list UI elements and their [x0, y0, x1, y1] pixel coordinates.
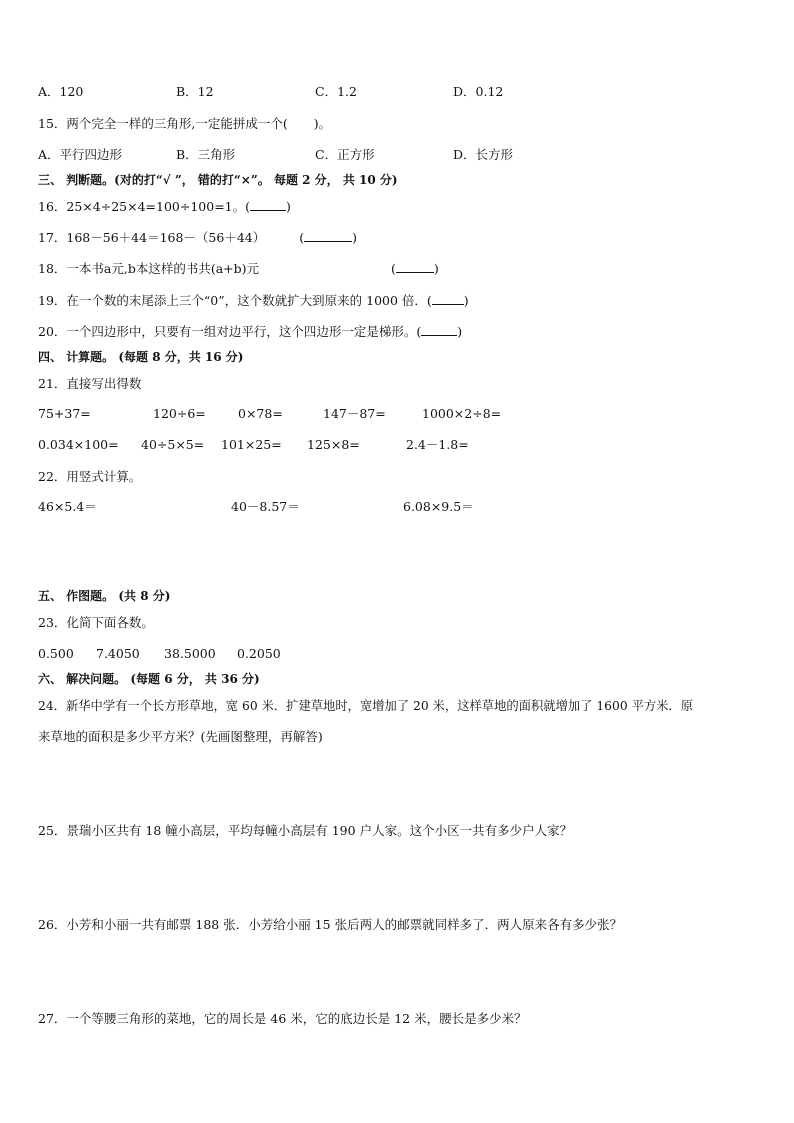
- q22-title: 22．用竖式计算。: [38, 469, 142, 484]
- q24-line2: 来草地的面积是多少平方米？(先画图整理，再解答): [38, 729, 323, 744]
- q23-number: 7.4050: [96, 646, 140, 661]
- q18-item: 18．一本书a元,b本这样的书共(a+b)元 ( ): [38, 261, 439, 276]
- q21-expr: 1000×2÷8=: [422, 406, 502, 421]
- q16-answer-blank[interactable]: [250, 198, 286, 211]
- q15-option-d: D．长方形: [453, 147, 514, 162]
- q17-item: 17．168－56＋44＝168－（56＋44） ( ): [38, 230, 358, 245]
- q21-expr: 120÷6=: [153, 406, 206, 421]
- q22-expr: 6.08×9.5＝: [403, 499, 474, 514]
- q24-line1: 24．新华中学有一个长方形草地，宽 60 米．扩建草地时，宽增加了 20 米，这样草地的面积就增加了 1600 平方米．原: [38, 699, 694, 713]
- q20-answer-blank[interactable]: [421, 323, 457, 336]
- q14-option-d: D．0.12: [453, 84, 504, 99]
- q26-text: 26．小芳和小丽一共有邮票 188 张．小芳给小丽 15 张后两人的邮票就同样多了．两人原来各有多少张？: [38, 917, 623, 932]
- q21-expr: 147－87=: [323, 406, 386, 421]
- q15-option-a: A．平行四边形: [38, 147, 123, 162]
- q23-title: 23．化简下面各数。: [38, 615, 154, 630]
- q18-answer-blank[interactable]: [396, 260, 434, 273]
- q21-expr: 40÷5×5=: [141, 437, 205, 452]
- q23-number: 38.5000: [164, 646, 216, 661]
- q19-item: 19．在一个数的末尾添上三个“0”，这个数就扩大到原来的 1000 倍．( ): [38, 293, 469, 308]
- q14-option-b: B．12: [176, 84, 214, 99]
- q21-expr: 101×25=: [221, 437, 282, 452]
- q21-expr: 0.034×100=: [38, 437, 119, 452]
- q14-option-c: C．1.2: [315, 84, 357, 99]
- q21-expr: 125×8=: [307, 437, 360, 452]
- q22-expr: 40－8.57＝: [231, 499, 300, 514]
- q14-option-a: A．120: [38, 84, 84, 99]
- q25-text: 25．景瑞小区共有 18 幢小高层，平均每幢小高层有 190 户人家。这个小区一共有多少户人家？: [38, 823, 573, 838]
- q15-stem: 15．两个完全一样的三角形,一定能拼成一个( )。: [38, 116, 332, 131]
- q16-item: 16．25×4÷25×4=100÷100=1。( ): [38, 199, 291, 214]
- q19-answer-blank[interactable]: [432, 292, 464, 305]
- q20-item: 20．一个四边形中，只要有一组对边平行，这个四边形一定是梯形。( ): [38, 324, 463, 339]
- q21-expr: 0×78=: [238, 406, 283, 421]
- q21-title: 21．直接写出得数: [38, 376, 142, 391]
- section4-heading: 四、 计算题。 (每题 8 分，共 16 分): [38, 350, 244, 364]
- q23-number: 0.2050: [237, 646, 281, 661]
- q27-text: 27．一个等腰三角形的菜地，它的周长是 46 米，它的底边长是 12 米，腰长是多少米？: [38, 1011, 527, 1026]
- section3-heading: 三、 判断题。(对的打“√ ”， 错的打“×”。 每题 2 分， 共 10 分): [38, 173, 398, 187]
- q15-option-b: B．三角形: [176, 147, 236, 162]
- section5-heading: 五、 作图题。 (共 8 分): [38, 589, 171, 603]
- section6-heading: 六、 解决问题。 (每题 6 分， 共 36 分): [38, 672, 260, 686]
- q15-option-c: C．正方形: [315, 147, 375, 162]
- q17-answer-blank[interactable]: [304, 229, 352, 242]
- q21-expr: 2.4－1.8=: [406, 437, 469, 452]
- q23-number: 0.500: [38, 646, 74, 661]
- q22-expr: 46×5.4＝: [38, 499, 97, 514]
- q21-expr: 75+37=: [38, 406, 91, 421]
